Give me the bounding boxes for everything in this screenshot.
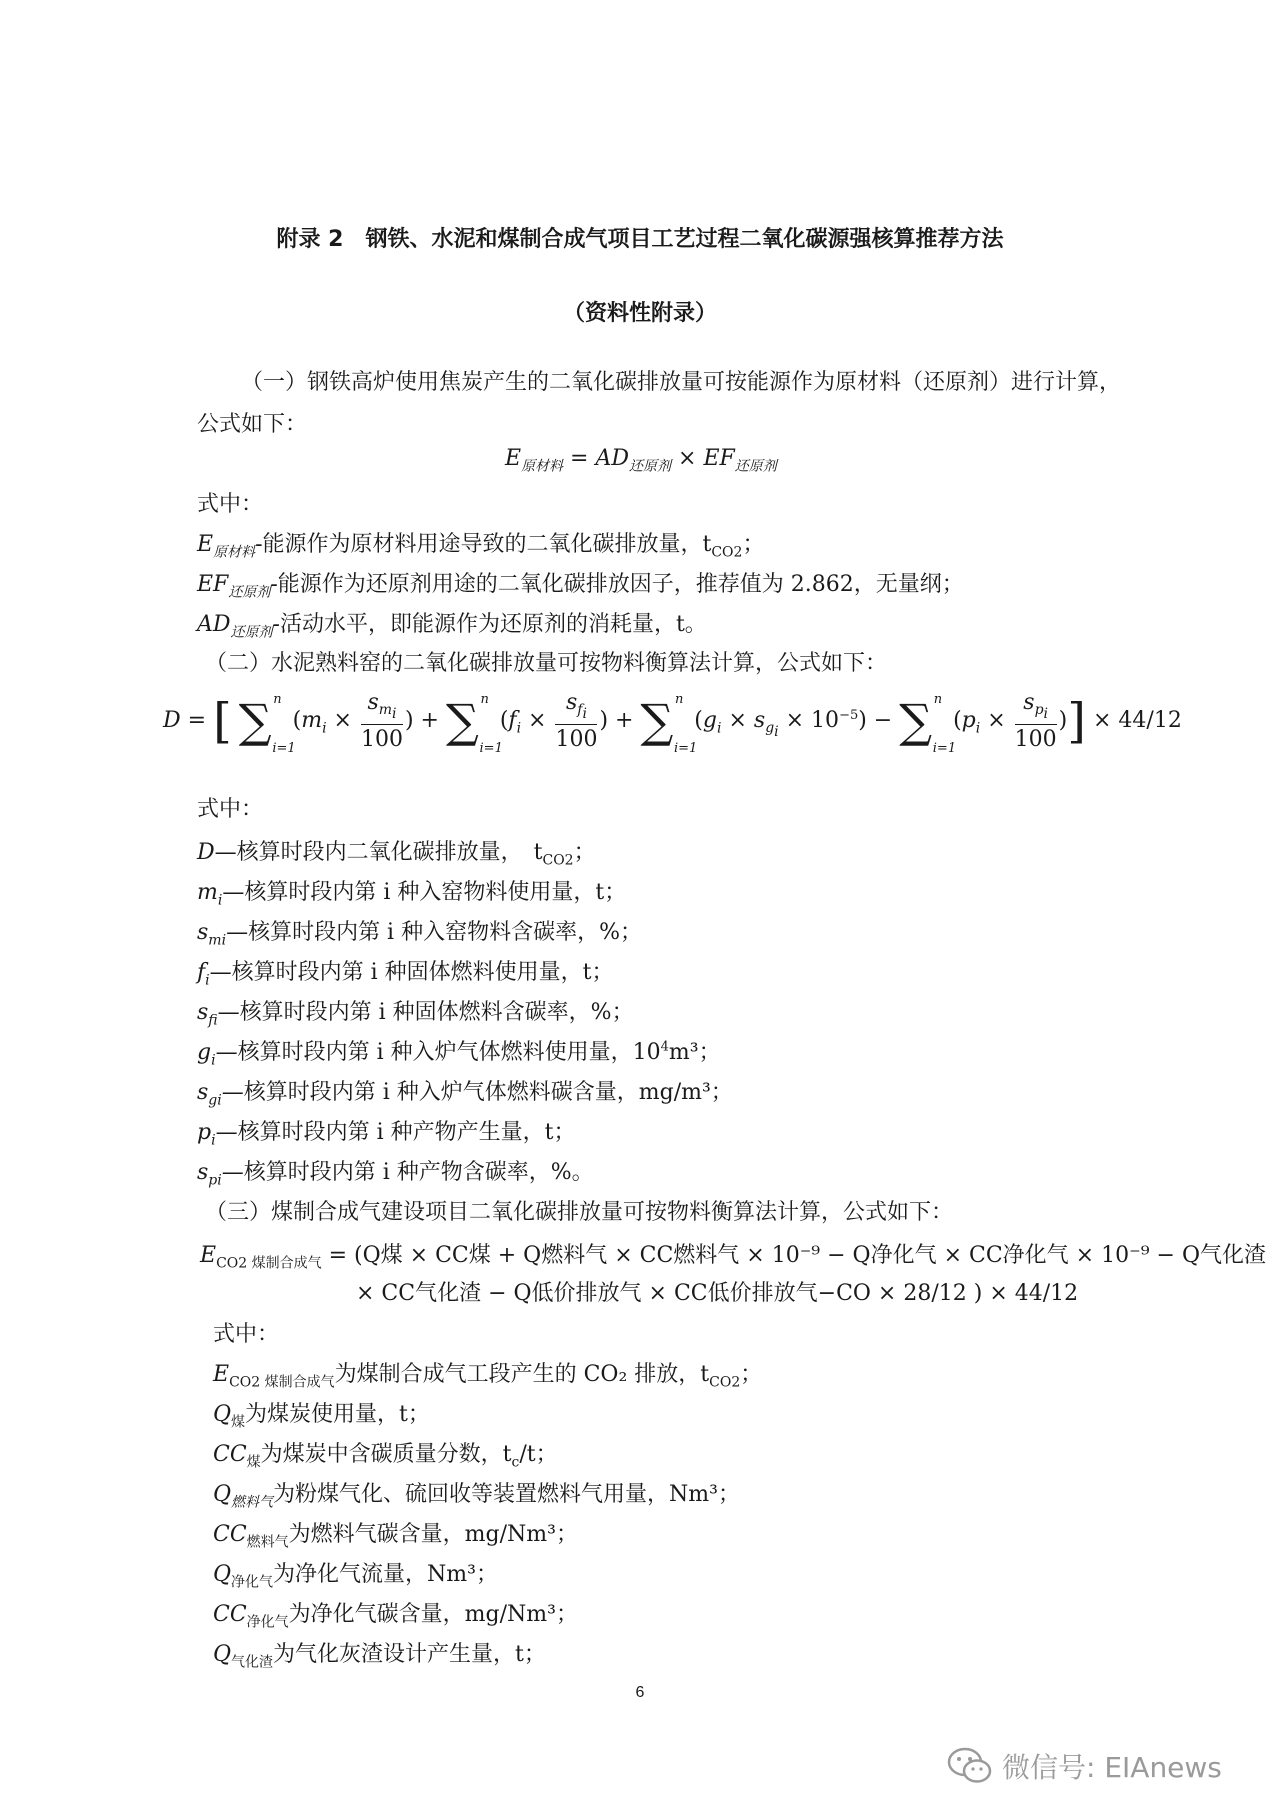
definition-line: $g_i—$核算时段内第 i 种入炉气体燃料使用量，$10^4m^3$； [197,1039,721,1069]
definition-line: $s_{gi}—$核算时段内第 i 种入炉气体燃料碳含量，mg/m³； [197,1080,733,1109]
section2-where-label: 式中： [197,797,264,822]
definition-line: $Q_{气化渣}$为气化灰渣设计产生量，t； [213,1642,546,1671]
section1-where-label: 式中： [197,492,264,517]
definition-line: $CC_{燃料气}$为燃料气碳含量，mg/Nm³； [213,1522,578,1551]
section3-intro: （三）煤制合成气建设项目二氧化碳排放量可按物料衡算法计算，公式如下： [205,1200,954,1225]
page-number: 6 [635,1684,645,1701]
section2-intro: （二）水泥熟料窑的二氧化碳排放量可按物料衡算法计算，公式如下： [205,651,888,676]
wechat-icon [946,1746,994,1786]
definition-line: $f_i—$核算时段内第 i 种固体燃料使用量，t； [197,960,614,989]
appendix-subtitle: （资料性附录） [562,301,717,326]
definition-line: $EF_{还原剂}-$能源作为还原剂用途的二氧化碳排放因子，推荐值为 2.862，无量纲； [197,572,964,601]
definition-line: $s_{fi}—$核算时段内第 i 种固体燃料含碳率，%； [197,1000,634,1029]
definition-line: $E_{原材料}-$能源作为原材料用途导致的二氧化碳排放量，$t_{CO2}$； [197,532,765,561]
definition-line: $Q_{燃料气}$为粉煤气化、硫回收等装置燃料气用量，Nm³； [213,1482,740,1511]
definition-line: $s_{pi}—$核算时段内第 i 种产物含碳率，%。 [197,1160,594,1189]
definition-line: $CC_煤$为煤炭中含碳质量分数，$t_c/t$； [213,1442,558,1471]
definition-line: $AD_{还原剂}-$活动水平，即能源作为还原剂的消耗量，t。 [197,612,707,641]
definition-line: $m_i—$核算时段内第 i 种入窑物料使用量，t； [197,880,627,909]
definition-line: $E_{CO2 煤制合成气}$为煤制合成气工段产生的 CO₂ 排放，$t_{CO2}$； [213,1362,763,1391]
section3-formula-line1: $E_{CO2 煤制合成气} = (Q$煤 × CC煤 + Q燃料气 × CC燃料气 × 10⁻⁹ − Q净化气 × CC净化气 × 10⁻⁹ − Q气化渣 [200,1243,1266,1272]
section3-where-label: 式中： [213,1322,280,1347]
definition-line: D—核算时段内二氧化碳排放量， $t_{CO2}$； [197,840,596,869]
definition-line: $s_{mi}—$核算时段内第 i 种入窑物料含碳率，%； [197,920,642,949]
appendix-title: 附录 2 钢铁、水泥和煤制合成气项目工艺过程二氧化碳源强核算推荐方法 [276,227,1004,252]
definition-line: $Q_煤$为煤炭使用量，t； [213,1402,430,1431]
watermark-text: 微信号: EIAnews [1002,1751,1222,1784]
section1-formula: $E_{原材料} = AD_{还原剂} \times EF_{还原剂}$ [505,446,777,475]
definition-line: $p_i—$核算时段内第 i 种产物产生量，t； [197,1120,576,1149]
watermark [946,1746,1222,1786]
section3-formula-line2: × CC气化渣 − Q低价排放气 × CC低价排放气−CO × 28/12 ) × 44/12 [356,1281,1079,1306]
definition-line: $CC_{净化气}$为净化气碳含量，mg/Nm³； [213,1602,578,1631]
section2-formula: D = [ ∑ n i=1 ($m_i$ × $\frac{s_{m_i}}{100}$ ) + ∑ n i=1 ($f_i$ × $\frac{s_{f_i}}{100}$ ) + ∑ n i=1 $(g_i \times s_{g_i} \times 10^{-5})$ − ∑ n i=1 ($p_i$ × $\frac{s_{p_i}}{100}$ )] × 44/12 [163,690,1182,757]
definition-line: $Q_{净化气}$为净化气流量，Nm³； [213,1562,498,1591]
section1-intro: （一）钢铁高炉使用焦炭产生的二氧化碳排放量可按能源作为原材料（还原剂）进行计算，公式如下： [197,370,1122,437]
